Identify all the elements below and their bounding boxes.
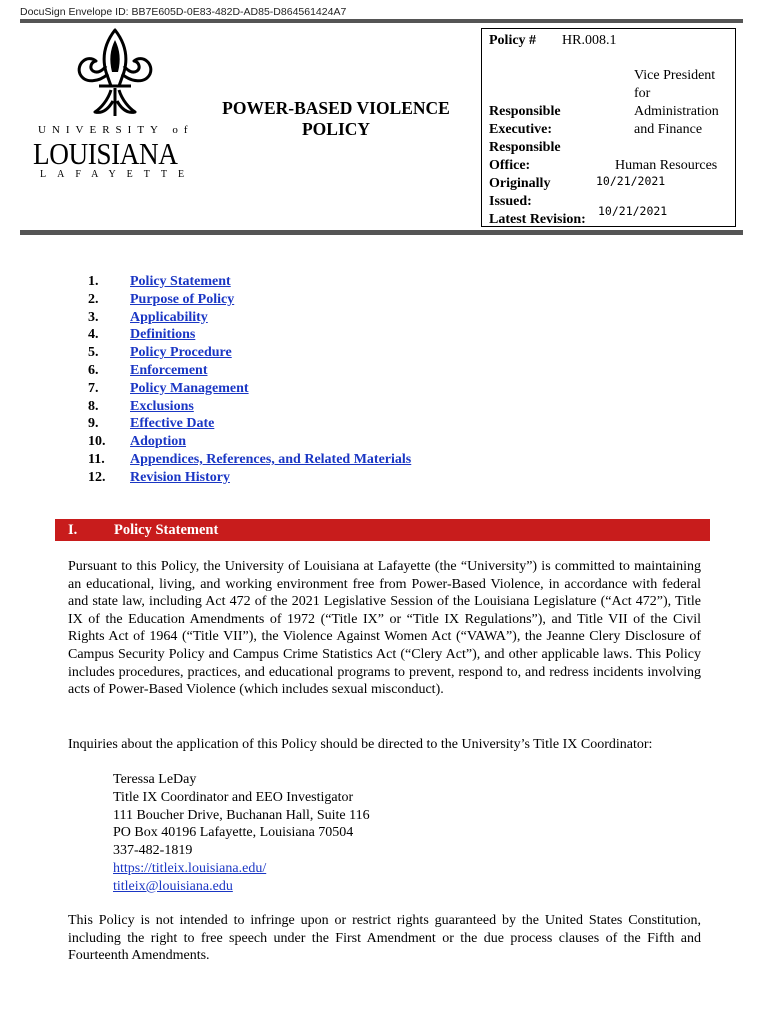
toc-number: 5. — [88, 345, 99, 361]
contact-address-line-2: PO Box 40196 Lafayette, Louisiana 70504 — [113, 825, 354, 841]
logo-lafayette-text: LAFAYETTE — [40, 169, 196, 180]
contact-website-link[interactable]: https://titleix.louisiana.edu/ — [113, 860, 267, 876]
toc-item — [88, 469, 411, 487]
toc-item — [88, 326, 411, 344]
office-value: Human Resources — [615, 158, 718, 173]
header-rule-top — [20, 19, 743, 23]
policy-title-line-1: POWER-BASED VIOLENCE — [222, 98, 450, 118]
toc-number: 8. — [88, 398, 99, 414]
revision-date: 10/21/2021 — [598, 204, 668, 218]
toc-item — [88, 380, 411, 398]
toc-number: 1. — [88, 274, 99, 289]
toc-link-effective-date[interactable]: Effective Date — [130, 416, 215, 432]
coordinator-contact-block — [113, 771, 370, 896]
table-of-contents — [88, 273, 411, 487]
toc-number: 7. — [88, 380, 99, 396]
university-logo — [28, 28, 203, 178]
policy-number-value: HR.008.1 — [562, 33, 617, 48]
toc-item — [88, 291, 411, 309]
toc-link-definitions[interactable]: Definitions — [130, 327, 196, 343]
inquiries-paragraph: Inquiries about the application of this Policy should be directed to the University’s Title IX Coordinator: — [68, 737, 653, 752]
contact-name: Teressa LeDay — [113, 772, 197, 787]
toc-item — [88, 433, 411, 451]
toc-link-appendices[interactable]: Appendices, References, and Related Materials — [130, 451, 412, 467]
logo-university-text: UNIVERSITY of — [38, 124, 194, 136]
header-rule-bottom — [20, 230, 743, 235]
toc-number: 11. — [88, 451, 105, 467]
revision-label: Latest Revision: — [489, 212, 586, 227]
exec-value-line: Administration — [634, 104, 719, 119]
logo-louisiana-text: LOUISIANA — [33, 136, 178, 171]
toc-number: 6. — [88, 362, 99, 378]
toc-link-applicability[interactable]: Applicability — [130, 309, 208, 325]
policy-title — [214, 98, 458, 140]
toc-item — [88, 309, 411, 327]
toc-item — [88, 415, 411, 433]
exec-value — [634, 67, 719, 139]
fleur-de-lis-icon — [75, 28, 155, 120]
issued-date: 10/21/2021 — [596, 174, 666, 188]
section-header-policy-statement — [55, 519, 710, 541]
toc-link-purpose[interactable]: Purpose of Policy — [130, 291, 235, 307]
contact-email-link[interactable]: titleix@louisiana.edu — [113, 878, 233, 894]
policy-statement-paragraph: Pursuant to this Policy, the University of Louisiana at Lafayette (the “University”) is committed to maintaining an educational, living, and working environment free from Power-Based Violence, in accordance with federal and state law, including Act 472 of the 2021 Legislative Session of the Louisiana Legislature (“Act 472”), Title IX of the Education Amendments of 1972 (“Title IX” or “Title IX Regulations”), and Title VII of the Civil Rights Act of 1964 (“Title VII”), the Violence Against Women Act (“VAWA”), the Jeanne Clery Disclosure of Campus Security Policy and Campus Crime Statistics Act (“Clery Act”), and other applicable laws. This Policy includes procedures, practices, and educational programs to prevent, respond to, and redress incidents involving acts of Power-Based Violence (which includes sexual misconduct). — [68, 559, 701, 698]
toc-number: 9. — [88, 416, 99, 432]
office-label-2: Office: — [489, 158, 531, 173]
exec-label-2: Executive: — [489, 122, 552, 137]
policy-title-line-2: POLICY — [301, 119, 371, 139]
policy-number-label: Policy # — [489, 33, 537, 48]
contact-role: Title IX Coordinator and EEO Investigator — [113, 789, 354, 805]
section-number: I. — [68, 522, 78, 538]
section-title: Policy Statement — [114, 522, 219, 538]
toc-number: 12. — [88, 469, 106, 485]
toc-link-policy-statement[interactable]: Policy Statement — [130, 274, 231, 289]
toc-number: 10. — [88, 434, 106, 450]
toc-number: 4. — [88, 327, 99, 343]
toc-number: 3. — [88, 309, 99, 325]
toc-number: 2. — [88, 291, 99, 307]
toc-link-exclusions[interactable]: Exclusions — [130, 398, 194, 414]
toc-link-policy-procedure[interactable]: Policy Procedure — [130, 345, 232, 361]
toc-item — [88, 451, 411, 469]
toc-link-enforcement[interactable]: Enforcement — [130, 362, 208, 378]
office-label-1: Responsible — [489, 140, 561, 155]
toc-link-adoption[interactable]: Adoption — [130, 434, 187, 450]
toc-item — [88, 362, 411, 380]
constitution-paragraph: This Policy is not intended to infringe upon or restrict rights guaranteed by the United States Constitution, including the right to free speech under the First Amendment or the due process clauses of the Fifth and Fourteenth Amendments. — [68, 913, 701, 964]
toc-link-revision-history[interactable]: Revision History — [130, 469, 230, 485]
toc-link-policy-management[interactable]: Policy Management — [130, 380, 249, 396]
contact-address-line-1: 111 Boucher Drive, Buchanan Hall, Suite 116 — [113, 807, 370, 823]
exec-value-line: for — [634, 86, 651, 101]
contact-phone: 337-482-1819 — [113, 843, 193, 859]
policy-info-box — [481, 28, 736, 227]
issued-label-1: Originally — [489, 176, 551, 191]
exec-label-1: Responsible — [489, 104, 561, 119]
exec-value-line: and Finance — [634, 122, 703, 137]
exec-value-line: Vice President — [634, 68, 716, 83]
toc-item — [88, 273, 411, 291]
docusign-envelope-id: DocuSign Envelope ID: BB7E605D-0E83-482D-AD85-D864561424A7 — [20, 6, 380, 21]
toc-item — [88, 398, 411, 416]
toc-item — [88, 344, 411, 362]
issued-label-2: Issued: — [489, 194, 532, 209]
